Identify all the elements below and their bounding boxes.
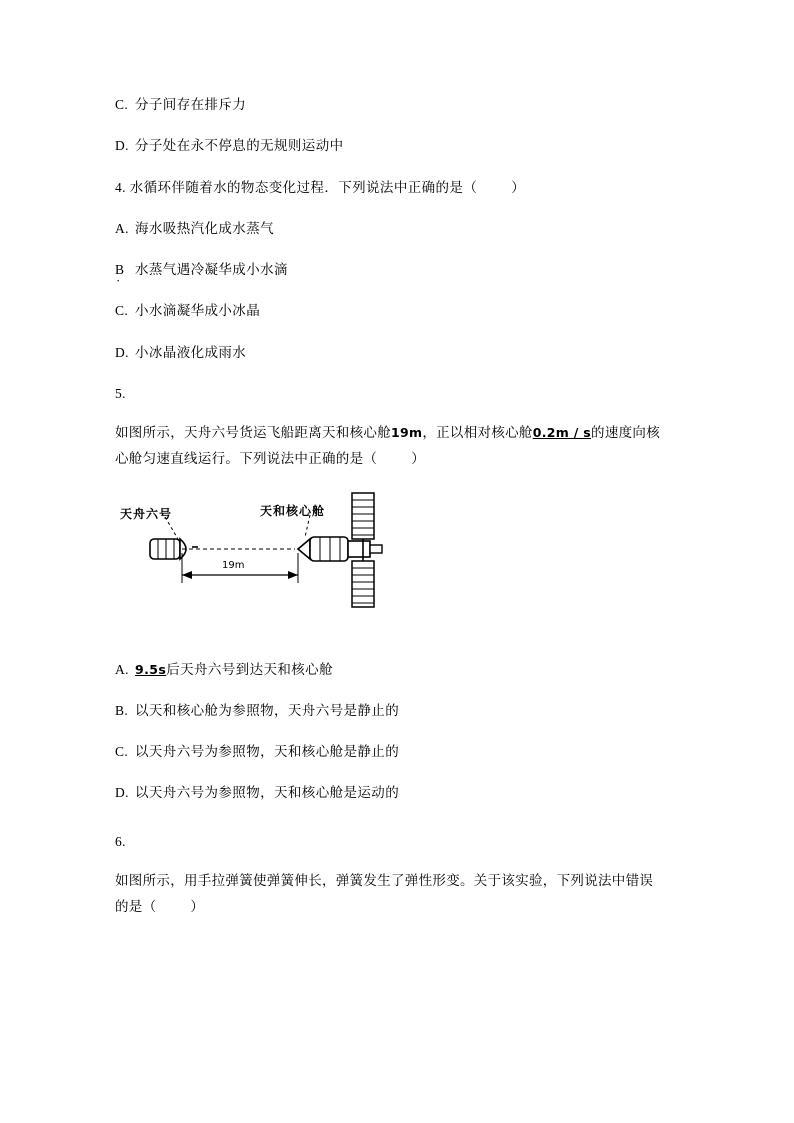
figure-container	[115, 487, 679, 642]
question-text-line1: 如图所示，用手拉弹簧使弹簧伸长，弹簧发生了弹性形变。关于该实验，下列说法中错误	[115, 872, 654, 888]
option-text: 小水滴凝华成小冰晶	[135, 303, 261, 319]
question-text-line2: 的是（	[115, 899, 157, 915]
question-text-part3: 的速度向核	[591, 425, 661, 440]
option-bold-value: 9.5s	[135, 661, 167, 677]
figure-label-tianzhou: 天舟六号	[120, 506, 173, 521]
question-6-stem	[115, 868, 679, 921]
option-item	[115, 95, 679, 115]
figure-label-tianhe: 天和核心舱	[260, 503, 326, 518]
question-text-part1: 如图所示，天舟六号货运飞船距离天和核心舱	[115, 425, 391, 440]
option-label: C.	[115, 303, 129, 319]
option-item	[115, 301, 679, 321]
option-label: D.	[115, 138, 129, 154]
option-text: 后天舟六号到达天和核心舱	[166, 661, 333, 677]
option-text: 小冰晶液化成雨水	[135, 344, 247, 360]
option-item	[115, 742, 679, 762]
option-item	[115, 219, 679, 239]
question-4-stem	[115, 178, 679, 198]
option-item	[115, 136, 679, 156]
question-5-number	[115, 384, 679, 404]
option-label: A.	[115, 661, 129, 677]
distance-value: 19m	[391, 425, 423, 440]
option-text: 水蒸气遇冷凝华成小水滴	[135, 262, 288, 277]
question-text-part2: ，正以相对核心舱	[422, 425, 533, 440]
option-label: D.	[115, 785, 129, 801]
question-text-end: ）	[190, 899, 205, 915]
question-number: 5.	[115, 385, 126, 401]
option-item	[115, 783, 679, 803]
option-text: 海水吸热汽化成水蒸气	[135, 220, 274, 236]
option-text: 分子间存在排斥力	[135, 97, 247, 112]
option-label: C.	[115, 744, 129, 760]
option-label: B ·	[115, 260, 135, 280]
option-text: 以天舟六号为参照物，天和核心舱是运动的	[135, 785, 400, 801]
option-item	[115, 660, 679, 680]
question-5-stem	[115, 420, 679, 473]
question-number: 6.	[115, 833, 126, 849]
option-label: A.	[115, 220, 129, 236]
question-text: 水循环伴随着水的物态变化过程．下列说法中正确的是（	[129, 179, 478, 195]
option-text: 以天和核心舱为参照物，天舟六号是静止的	[135, 702, 400, 718]
option-label: C.	[115, 97, 129, 112]
tianzhou-docking-diagram	[120, 487, 450, 642]
option-label: D.	[115, 344, 129, 360]
option-item	[115, 343, 679, 363]
option-item	[115, 701, 679, 721]
speed-value: 0.2m / s	[532, 425, 592, 440]
question-text-part4: 心舱匀速直线运行。下列说法中正确的是（	[115, 451, 378, 467]
option-text: 分子处在永不停息的无规则运动中	[135, 138, 344, 154]
option-text: 以天舟六号为参照物，天和核心舱是静止的	[135, 744, 400, 760]
question-6-number	[115, 832, 679, 852]
figure-dimension-label: 19m	[222, 559, 245, 571]
question-text-end: ）	[411, 451, 426, 467]
option-label: B.	[115, 702, 129, 718]
question-text-end: ）	[511, 179, 526, 195]
option-item	[115, 260, 679, 280]
question-number: 4.	[115, 179, 126, 195]
